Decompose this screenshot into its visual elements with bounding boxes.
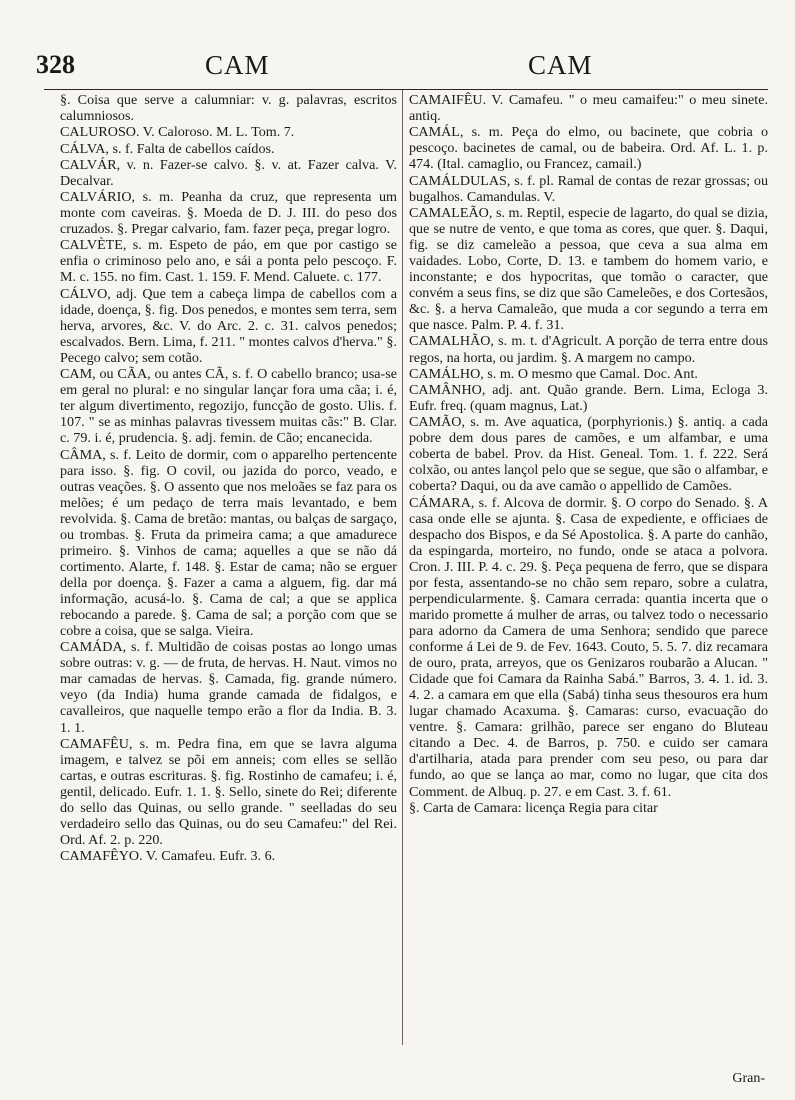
entry: CAMÃO, s. m. Ave aquatica, (porphyrionis.) §. antiq. a cada pobre dem dous pares de camões, e um alfambar, e uma coberta de babel. Prov. da Hist. Geneal. Tom. 1. f. 222. Será colxão, ou antes lançol pelo que se segue, que são o alfambar, e coberta? Daqui, ou da ave camão o appellido de Camões. <box>409 414 768 495</box>
running-head-left: CAM <box>205 50 270 80</box>
left-column <box>60 92 397 865</box>
entry: CAMÁDA, s. f. Multidão de coisas postas ao longo umas sobre outras: v. g. — de fruta, de hervas. H. Naut. vimos no mar camadas de hervas. §. Camada, fig. grande número. veyo (da India) huma grande camada de fidalgos, e cavalleiros, que naquelle tempo erão a flor da India. B. 3. 1. 1. <box>60 639 397 736</box>
entry: CÁLVO, adj. Que tem a cabeça limpa de cabellos com a idade, doença, §. fig. Dos penedos, e montes sem terra, sem herva, arvores, &c. V. do Arc. 2. c. 31. calvos penedos; escalvados. Bern. Lima, f. 211. " montes calvos d'herva." §. Pecego calvo; sem cotão. <box>60 285 397 366</box>
running-head-right: CAM <box>528 50 593 80</box>
entry: CAMÁLHO, s. m. O mesmo que Camal. Doc. Ant. <box>409 365 698 382</box>
entry: CAMALHÃO, s. m. t. d'Agricult. A porção de terra entre dous regos, na horta, ou jardim. §. A margem no campo. <box>409 333 768 366</box>
entry: CÁLVA, s. f. Falta de cabellos caídos. <box>60 140 275 157</box>
entry: CAMAFÊYO. V. Camafeu. Eufr. 3. 6. <box>60 848 276 865</box>
entry: §. Carta de Camara: licença Regia para citar <box>409 799 658 816</box>
entry: CAMÁLDULAS, s. f. pl. Ramal de contas de rezar grossas; ou bugalhos. Camandulas. V. <box>409 172 768 205</box>
entry: §. Coisa que serve a calumniar: v. g. palavras, escritos calumniosos. <box>60 92 397 125</box>
entry: CÂMA, s. f. Leito de dormir, com o apparelho pertencente para isso. §. fig. O covil, ou jazida do porco, veado, e outras veações. §. O assento que nos meloães se faz para os melões; é um pedaço de terra mais levantado, e bem revolvida. §. Cama de bretão: mantas, ou balças de sargaço, ou trombas. §. Fruta da primeira cama; a que amadurece primeiro. §. Vinhos de cama; aquelles a que se não dá cortimento. Alarte, f. 148. §. Estar de cama; não se erguer della por doença. §. Fazer a cama a alguem, fig. dar má informação, acusá-lo. §. Cama de cal; a que se applica rebocando a parede. §. Cama de sal; a porção com que se cobre a coisa, que se salga. Vieira. <box>60 446 397 640</box>
entry: CALUROSO. V. Caloroso. M. L. Tom. 7. <box>60 124 295 141</box>
entry: CALVÁRIO, s. m. Peanha da cruz, que representa um monte com caveiras. §. Moeda de D. J. III. do peso dos cruzados. §. Pregar calvario, fam. fazer peça, pregar logro. <box>60 189 397 238</box>
entry: CAMAIFÊU. V. Camafeu. " o meu camaifeu:" o meu sinete. antiq. <box>409 92 768 125</box>
entry: CÁMARA, s. f. Alcova de dormir. §. O corpo do Senado. §. A casa onde elle se ajunta. §. Casa de expediente, e officiaes de despacho dos Bispos, e da Sé Apostolica. §. A parte do canhão, da espingarda, morteiro, no fundo, onde se ataca a polvora. Cron. J. III. P. 4. c. 29. §. Peça pequena de ferro, que se dispara por festa, assentando-se no chão sem reparo, sobre a culatra, perpendicularmente. §. Camara cerrada: quantia incerta que o marido promette á mulher de arras, ou talvez todo o necessario para adorno da Camera de uma Senhora; sendido que parece conforme á Lei de 9. de Fev. 1643. Couto, 5. 5. 7. diz recamara de ouro, prata, arreyos, que os Genizaros roubarão a Alucan. " Cidade que foi Camara da Rainha Sabá." Barros, 3. 4. 1. id. 3. 4. 2. a camara em que ella (Sabá) tinha seus thesouros era hum lugar chamado Acaxuma. §. Camaras: curso, evacuação do ventre. §. Camara: grilhão, parece ser engano do Bluteau citando a Dec. 4. de Barros, p. 750. e cuido ser camara d'artilharia, atada para prender com seu peso, ou para dar fundo, ao que se lança ao mar, como no lugar, que cita dos Comment. de Albuq. p. 27. e em Cast. 3. f. 61. <box>409 494 768 800</box>
right-column <box>409 92 768 816</box>
entry: CALVÁR, v. n. Fazer-se calvo. §. v. at. Fazer calva. V. Decalvar. <box>60 156 397 189</box>
entry: CAMÂNHO, adj. ant. Quão grande. Bern. Lima, Ecloga 3. Eufr. freq. (quam magnus, Lat.) <box>409 381 768 415</box>
catchword: Gran- <box>732 1071 765 1086</box>
entry: CAMALEÃO, s. m. Reptil, especie de lagarto, do qual se dizia, que se nutre de vento, e que toma as cores, que quer. §. Daqui, fig. se diz cameleão a pessoa, que ceva a sua alma em vaidades. Lobo, Corte, D. 13. e tambem do homem vario, e inconstante; e dos hypocritas, que tomão o caracter, que convém a seus fins, se diz que são Cameleões, e dos Cortesãos, &c. §. a herva Camaleão, que muda a cor segundo a terra em que nasce. Palm. P. 4. f. 31. <box>409 204 768 334</box>
entry: CAMÁL, s. m. Peça do elmo, ou bacinete, que cobria o pescoço. bacinetes de camal, ou de babeira. Ord. Af. L. 1. p. 474. (Ital. camaglio, ou Francez, camail.) <box>409 124 768 173</box>
column-rule <box>402 90 403 1045</box>
entry: CAM, ou CÃA, ou antes CÃ, s. f. O cabello branco; usa-se em geral no plural: e no singular lançar fora uma cãa; i. é, ter algum divertimento, regozijo, funcção de gosto. Ulis. f. 107. " se as minhas palavras tivessem muitas cãs:" B. Clar. c. 79. i. é, prudencia. §. adj. femin. de Cão; encanecida. <box>60 366 397 447</box>
header-rule <box>44 89 768 90</box>
entry: CAMAFÊU, s. m. Pedra fina, em que se lavra alguma imagem, e talvez se põi em anneis; com elles se sellão cartas, e outras escrituras. §. fig. Rostinho de camafeu; i. é, gentil, delicado. Eufr. 1. 1. §. Sello, sinete do Rei; diferente do sello das Quinas, ou sello grande. " seelladas do seu verdadeiro sello das Quinas, ou do seu Camafeu:" del Rei. Ord. Af. 2. p. 220. <box>60 735 397 849</box>
page-number: 328 <box>36 50 75 79</box>
entry: CALVÈTE, s. m. Espeto de páo, em que por castigo se enfia o criminoso pelo ano, e sái a ponta pelo pescoço. F. M. c. 155. no fim. Cast. 1. 159. F. Mend. Caluete. c. 177. <box>60 237 397 286</box>
